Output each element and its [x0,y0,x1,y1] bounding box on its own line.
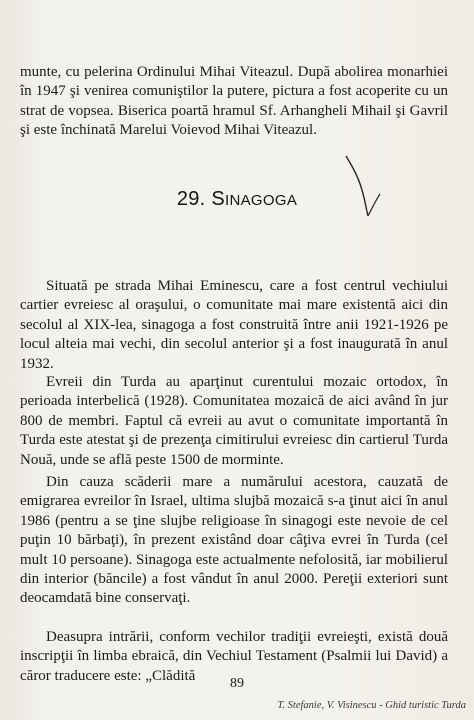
running-footer: T. Stefanie, V. Visinescu - Ghid turistic Turda [277,700,466,711]
section-number: 29. [176,188,206,210]
section-initial: S [211,188,226,210]
paragraph-community: Evreii din Turda au aparţinut curentului mozaic ortodox, în perioada interbelică (1928). Comunitatea mozaică de aici având în jur 800 de membri. Faptul că evreii au avut o comunitate importantă în Turda este atestat şi de prezenţa cimitirului evreiesc din cartierul Turda Nouă, unde se află peste 1500 de morminte. [20,374,448,468]
paragraph-decline: Din cauza scăderii mare a numărului acestora, cauzată de emigrarea evreilor în Israel, ultima slujbă mozaică s-a ţinut aici în anul 1986 (pentru a se ţine slujbe religioase în sinagogi este nevoie de cel puţin 10 bărbaţi), în prezent existând doar câţiva evrei în Turda (cel mult 10 persoane). Sinagoga este actualmente nefolosită, iar mobilierul din interior (băncile) a fost vândut în anul 2000. Pereţii exteriori sunt deocamdată bine conservaţi. [20,474,448,607]
section-title-rest: INAGOGA [225,192,298,209]
paragraph-inscriptions: Deasupra intrării, conform vechilor tradiţii evreieşti, există două inscripţii în limba ebraică, din Vechiul Testament (Psalmii lui David) a căror traducere este: „Clădită [20,629,448,684]
paragraph-intro: munte, cu pelerina Ordinului Mihai Viteazul. După abolirea monarhiei în 1947 şi venirea comuniştilor la putere, pictura a fost acoperite cu un strat de vopsea. Biserica poartă hramul Sf. Arhangheli Mihail şi Gavril şi este închinată Marelui Voievod Mihai Viteazul. [20,64,448,139]
paragraph-location: Situată pe strada Mihai Eminescu, care a fost centrul vechiului cartier evreiesc al oraşului, o comunitate mai mare existentă aici din secolul al XIX-lea, sinagoga a fost construită între anii 1921-1926 pe locul alteia mai vechi, din secolul anterior şi a fost inaugurată în anul 1932. [20,278,448,372]
section-heading [0,188,474,211]
page-number: 89 [230,676,244,691]
